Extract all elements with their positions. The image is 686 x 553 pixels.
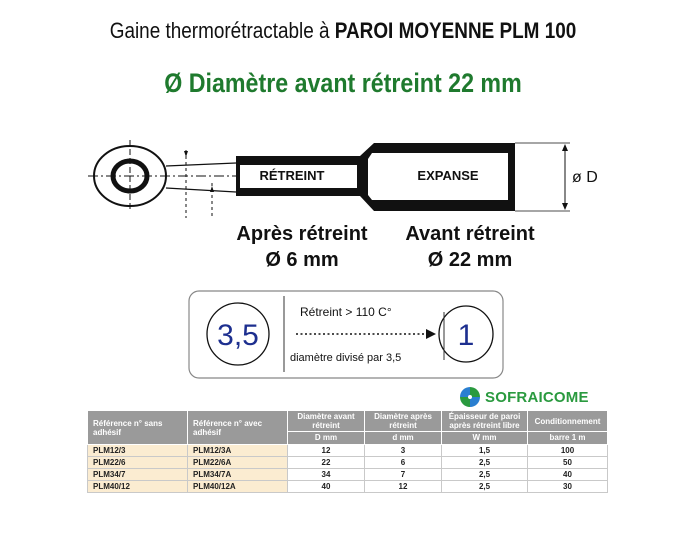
spec-table <box>87 410 608 493</box>
label-retreint: RÉTREINT <box>259 168 325 183</box>
table-cell: 22 <box>288 457 365 469</box>
table-cell: PLM40/12 <box>88 481 188 493</box>
table-header-row <box>88 411 608 432</box>
before-shrink-title: Avant rétreint <box>405 223 535 245</box>
page-subtitle: Ø Diamètre avant rétreint 22 mm <box>164 68 522 98</box>
table-row <box>88 445 608 457</box>
header-wall-thickness: Épaisseur de paroi après rétreint libre <box>442 411 528 432</box>
table-cell: PLM34/7 <box>88 469 188 481</box>
table-row <box>88 457 608 469</box>
after-shrink-block <box>222 221 382 273</box>
brand-name: SOFRAICOME <box>485 389 589 406</box>
table-cell: PLM12/3A <box>188 445 288 457</box>
table-cell: 40 <box>528 469 608 481</box>
table-cell: 3 <box>365 445 442 457</box>
after-shrink-title: Après rétreint <box>236 223 368 245</box>
table-cell: PLM40/12A <box>188 481 288 493</box>
title-prefix: Gaine thermorétractable à <box>109 18 335 43</box>
ratio-left-value: 3,5 <box>217 319 259 352</box>
unit-wall-thickness: W mm <box>442 432 528 445</box>
table-cell: 50 <box>528 457 608 469</box>
table-cell: 1,5 <box>442 445 528 457</box>
ratio-top-text: Rétreint > 110 C° <box>300 305 392 319</box>
table-cell: 2,5 <box>442 469 528 481</box>
header-ref-adhesive: Référence n° avec adhésif <box>188 411 288 445</box>
brand-logo <box>458 385 608 411</box>
table-cell: 100 <box>528 445 608 457</box>
table-cell: 2,5 <box>442 457 528 469</box>
table-cell: 6 <box>365 457 442 469</box>
header-packaging: Conditionnement <box>528 411 608 432</box>
unit-packaging: barre 1 m <box>528 432 608 445</box>
table-cell: 12 <box>288 445 365 457</box>
header-diameter-after: Diamètre après rétreint <box>365 411 442 432</box>
before-shrink-block <box>390 221 550 273</box>
label-expanse: EXPANSE <box>417 168 479 183</box>
unit-diameter-after: d mm <box>365 432 442 445</box>
table-cell: 40 <box>288 481 365 493</box>
label-diameter: ø D <box>572 169 598 186</box>
table-cell: PLM34/7A <box>188 469 288 481</box>
ratio-bottom-text: diamètre divisé par 3,5 <box>290 352 402 364</box>
table-cell: PLM22/6A <box>188 457 288 469</box>
table-cell: 30 <box>528 481 608 493</box>
before-shrink-value: Ø 22 mm <box>427 249 513 271</box>
unit-diameter-before: D mm <box>288 432 365 445</box>
title-product: PAROI MOYENNE PLM 100 <box>334 18 577 43</box>
table-cell: 2,5 <box>442 481 528 493</box>
table-cell: 34 <box>288 469 365 481</box>
header-diameter-before: Diamètre avant rétreint <box>288 411 365 432</box>
after-shrink-value: Ø 6 mm <box>265 249 339 271</box>
table-cell: 12 <box>365 481 442 493</box>
table-row <box>88 469 608 481</box>
ratio-right-value: 1 <box>457 319 475 352</box>
ratio-box <box>188 290 504 380</box>
table-cell: PLM12/3 <box>88 445 188 457</box>
ring-terminal <box>88 140 236 218</box>
table-row <box>88 481 608 493</box>
header-ref-no-adhesive: Référence n° sans adhésif <box>88 411 188 445</box>
table-cell: 7 <box>365 469 442 481</box>
brand-logo-icon <box>458 385 482 409</box>
diameter-dimension <box>515 143 570 211</box>
table-cell: PLM22/6 <box>88 457 188 469</box>
